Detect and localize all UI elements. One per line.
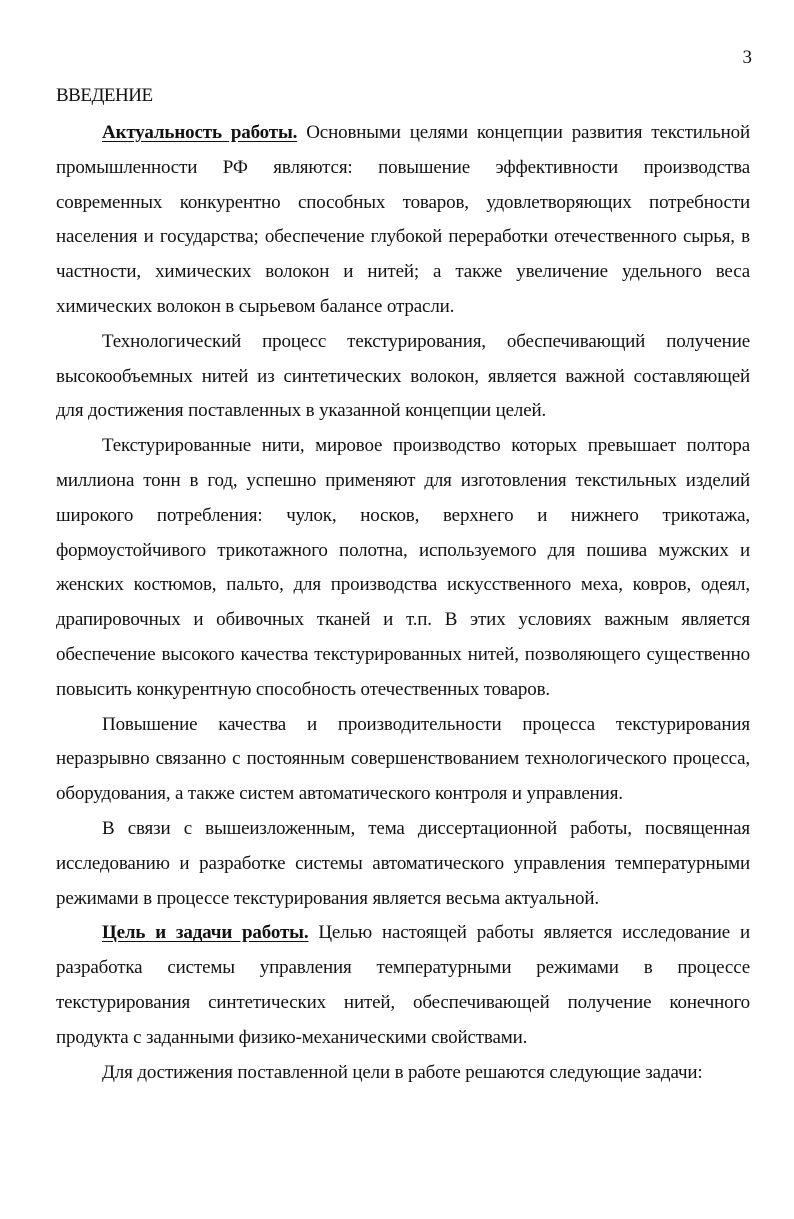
document-body — [56, 116, 750, 1090]
paragraph-text: Основными целями концепции развития текстильной промышленности РФ являются: повышение эффективности производства современных конкурентно способных товаров, удовлетворяющих потребности населения и государства; обеспечение глубокой переработки отечественного сырья, в частности, химических волокон и нитей; а также увеличение удельного веса химических волокон в сырьевом балансе отрасли. — [56, 122, 750, 317]
paragraph-textured-yarns — [56, 429, 750, 707]
paragraph-topic — [56, 812, 750, 916]
paragraph-tasks-intro — [56, 1056, 750, 1091]
paragraph-text: В связи с вышеизложенным, тема диссертационной работы, посвященная исследованию и разработке системы автоматического управления температурными режимами в процессе текстурирования является весьма актуальной. — [56, 817, 750, 909]
paragraph-goals — [56, 916, 750, 1055]
lead-relevance: Актуальность работы. — [102, 122, 298, 143]
paragraph-quality — [56, 708, 750, 812]
paragraph-relevance — [56, 116, 750, 325]
page-number: 3 — [742, 47, 752, 68]
paragraph-texturing-process — [56, 325, 750, 429]
paragraph-text: Текстурированные нити, мировое производство которых превышает полтора миллиона тонн в год, успешно применяют для изготовления текстильных изделий широкого потребления: чулок, носков, верхнего и нижнего трикотажа, формоустойчивого трикотажного полотна, используемого для пошива мужских и женских костюмов, пальто, для производства искусственного меха, ковров, одеял, драпировочных и обивочных тканей и т.п. В этих условиях важным является обеспечение высокого качества текстурированных нитей, позволяющего существенно повысить конкурентную способность отечественных товаров. — [56, 435, 750, 700]
lead-goals: Цель и задачи работы. — [102, 922, 309, 944]
paragraph-text: Целью настоящей работы является исследование и разработка системы управления температурными режимами в процессе текстурирования синтетических нитей, обеспечивающей получение конечного продукта с заданными физико-механическими свойствами. — [56, 922, 750, 1048]
paragraph-text: Для достижения поставленной цели в работе решаются следующие задачи: — [102, 1061, 703, 1083]
paragraph-text: Повышение качества и производительности процесса текстурирования неразрывно связанно с постоянным совершенствованием технологического процесса, оборудования, а также систем автоматического контроля и управления. — [56, 713, 750, 805]
paragraph-text: Технологический процесс текстурирования, обеспечивающий получение высокообъемных нитей из синтетических волокон, является важной составляющей для достижения поставленных в указанной концепции целей. — [56, 330, 750, 422]
section-heading: ВВЕДЕНИЕ — [56, 85, 153, 106]
